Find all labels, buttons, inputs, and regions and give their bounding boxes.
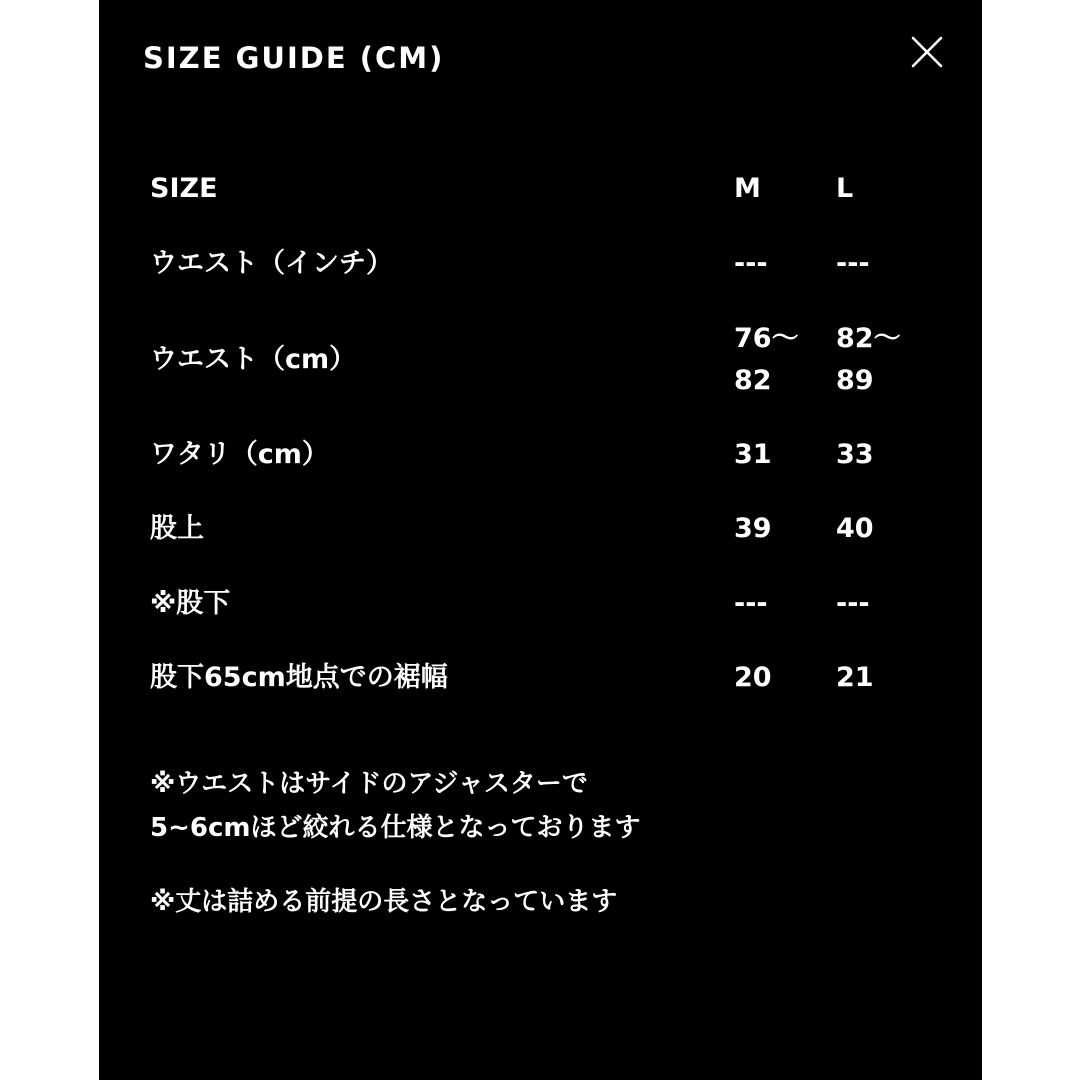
size-notes	[150, 762, 640, 924]
close-icon	[907, 32, 947, 72]
note-line: ※丈は詰める前提の長さとなっています	[150, 887, 618, 917]
row-value-l-line1: 82〜	[836, 323, 901, 354]
row-label: ウエスト（インチ）	[150, 248, 393, 279]
row-value-l: ---	[836, 588, 870, 619]
row-value-m: 31	[734, 439, 772, 470]
note-line: 5~6cmほど絞れる仕様となっております	[150, 813, 641, 843]
row-value-m-line1: 76〜	[734, 323, 799, 354]
row-label: ※股下	[150, 588, 231, 619]
row-label: 股下65cm地点での裾幅	[150, 662, 448, 693]
note-line: ※ウエストはサイドのアジャスターで	[150, 769, 588, 799]
row-value-l: 33	[836, 439, 874, 470]
row-label: ワタリ（cm）	[150, 439, 329, 470]
row-value-l: 21	[836, 662, 874, 693]
size-guide-modal	[99, 0, 982, 1080]
row-value-l: ---	[836, 248, 870, 279]
header-size-label: SIZE	[150, 173, 218, 204]
header-size-l: L	[836, 173, 854, 204]
row-value-m: 39	[734, 513, 772, 544]
row-label: 股上	[150, 513, 204, 544]
row-value-l-line2: 89	[836, 365, 874, 396]
header-size-m: M	[734, 173, 761, 204]
close-button[interactable]	[907, 32, 947, 72]
modal-title: SIZE GUIDE (CM)	[143, 41, 445, 75]
row-value-m: ---	[734, 248, 768, 279]
row-value-m: 20	[734, 662, 772, 693]
row-label: ウエスト（cm）	[150, 344, 357, 375]
row-value-m: ---	[734, 588, 768, 619]
row-value-l: 40	[836, 513, 874, 544]
row-value-m-line2: 82	[734, 365, 772, 396]
